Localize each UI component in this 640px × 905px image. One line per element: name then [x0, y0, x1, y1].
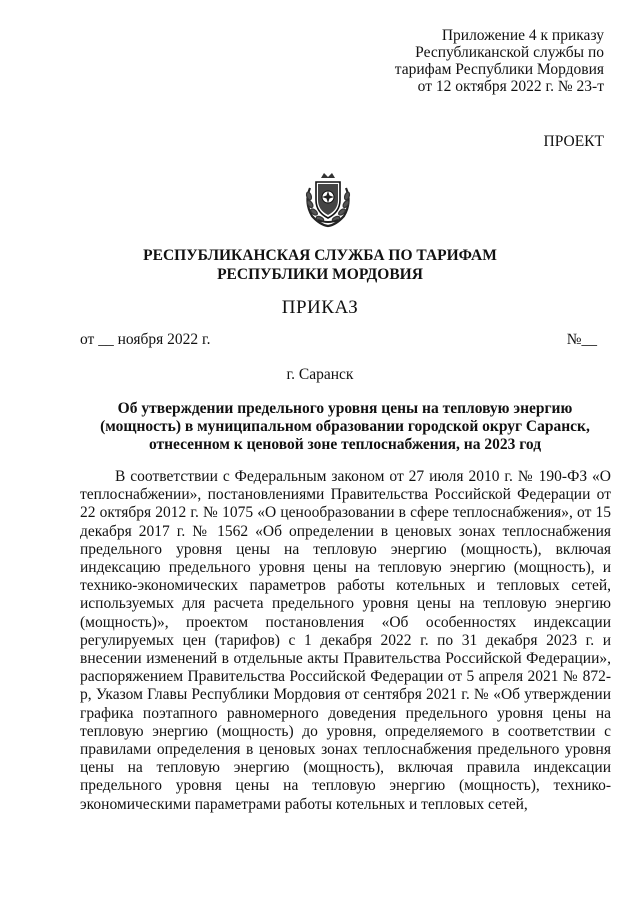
project-label: ПРОЕКТ	[543, 133, 604, 150]
organization-line: РЕСПУБЛИКАНСКАЯ СЛУЖБА ПО ТАРИФАМ	[143, 247, 497, 264]
organization-name	[0, 246, 640, 284]
order-city: г. Саранск	[286, 366, 354, 383]
body-paragraph: В соответствии с Федеральным законом от 27 июля 2010 г. № 190-ФЗ «О теплоснабжении», постановлениями Правительства Российской Федерации от 22 октября 2012 г. № 1075 «О ценообразовании в сфере теплоснабжения», от 15 декабря 2017 г. № 1562 «Об определении в ценовых зонах теплоснабжения предельного уровня цены на тепловую энергию (мощность), включая индексацию предельного уровня цены на тепловую энергию (мощность), и технико-экономических параметров работы котельных и тепловых сетей, используемых для расчета предельного уровня цены на тепловую энергию (мощность)», проектом постановления «Об особенностях индексации регулируемых цен (тарифов) с 1 декабря 2022 г. по 31 декабря 2023 г. и внесении изменений в отдельные акты Правительства Российской Федерации», распоряжением Правительства Российской Федерации от 5 апреля 2021 № 872-р, Указом Главы Республики Мордовия от сентября 2021 г. № «Об утверждении графика поэтапного равномерного доведения предельного уровня цены на тепловую энергию (мощность) до уровня, определяемого в соответствии с правилами определения в ценовых зонах теплоснабжения предельного уровня цены на тепловую энергию (мощность), включая правила индексации предельного уровня цены на тепловую энергию (мощность), технико-экономическими параметрами работы котельных и тепловых сетей,	[80, 468, 611, 813]
order-number: №__	[566, 331, 597, 348]
order-date: от __ ноября 2022 г.	[80, 331, 211, 348]
coat-of-arms-icon	[302, 170, 354, 228]
order-subject: Об утверждении предельного уровня цены на тепловую энергию (мощность) в муниципальном образовании городской округ Саранск, отнесенном к ценовой зоне теплоснабжения, на 2023 год	[100, 400, 590, 453]
annex-line: тарифам Республики Мордовия	[394, 61, 604, 78]
annex-line: от 12 октября 2022 г. № 23-т	[417, 78, 604, 95]
organization-line: РЕСПУБЛИКИ МОРДОВИЯ	[217, 266, 423, 283]
annex-line: Приложение 4 к приказу	[441, 27, 604, 44]
order-title: ПРИКАЗ	[281, 297, 359, 318]
annex-reference	[395, 27, 604, 95]
annex-line: Республиканской службы по	[415, 44, 604, 61]
